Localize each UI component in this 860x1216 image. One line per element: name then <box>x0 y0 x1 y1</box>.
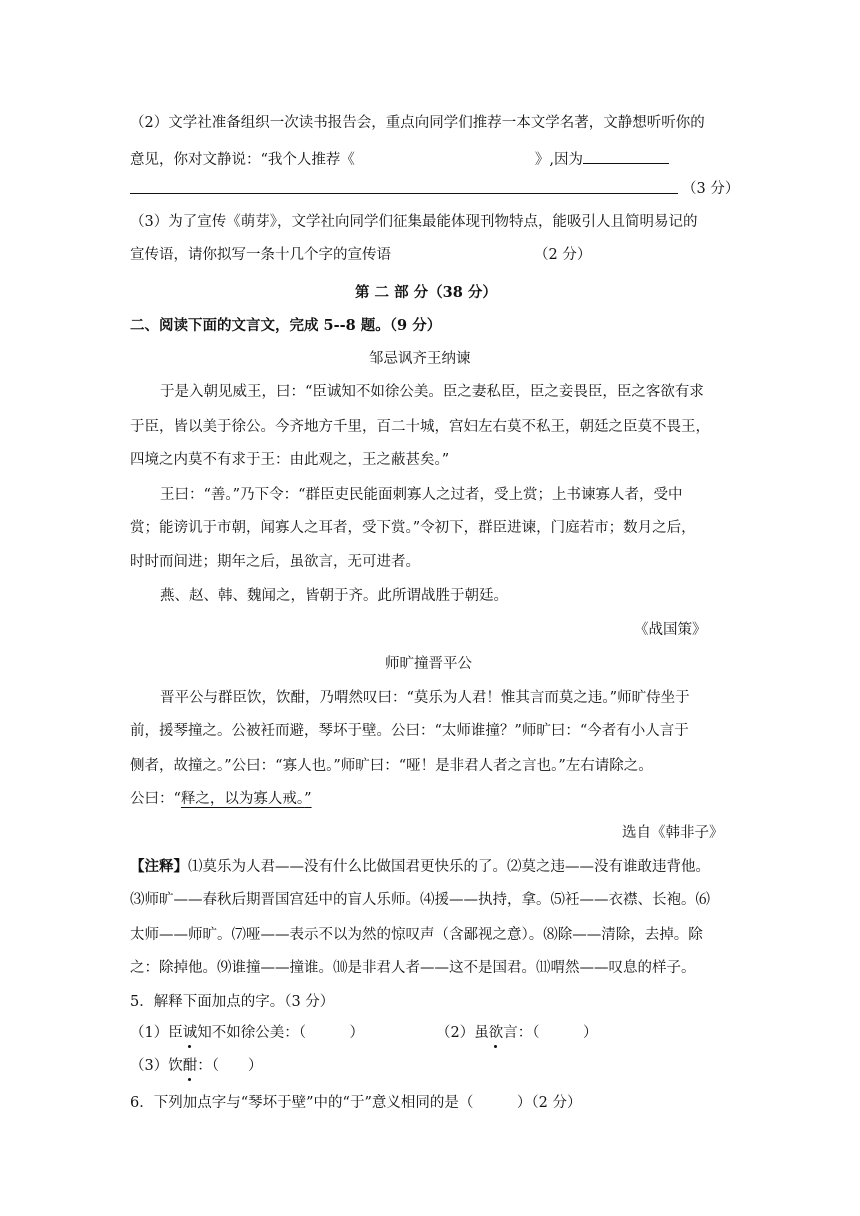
reason-blank[interactable] <box>583 148 669 164</box>
q4-3-line1: （3）为了宣传《萌芽》，文学社向同学们征集最能体现刊物特点，能吸引人且简明易记的 <box>130 214 698 230</box>
text1-line: 于臣，皆以美于徐公。今齐地方千里，百二十城，宫妇左右莫不私王，朝廷之臣莫不畏王， <box>130 419 710 435</box>
q5-title: 5．解释下面加点的字。（3 分） <box>130 994 335 1010</box>
notes-line1 <box>130 857 710 877</box>
part2-title: 第 二 部 分（38 分） <box>355 284 497 301</box>
q4-2-line1: （2）文学社准备组织一次读书报告会，重点向同学们推荐一本文学名著，文静想听听你的 <box>130 115 705 131</box>
q5-item3 <box>130 1056 262 1076</box>
text1-line: 时时而间进；期年之后，虽欲言，无可进者。 <box>130 554 420 570</box>
q5-item1-b: 知不如徐公美：（ ） <box>197 1025 364 1041</box>
notes-label: 【注释】 <box>130 858 188 875</box>
text2-last-line-b: ” <box>304 791 312 807</box>
text2-line: 前，援琴撞之。公被衽而避，琴坏于壁。公曰：“太师谁撞？”师旷曰：“今者有小人言于 <box>130 723 689 739</box>
text1-line: 赏；能谤讥于市朝，闻寡人之耳者，受下赏。”令初下，群臣进谏，门庭若市；数月之后， <box>130 520 696 536</box>
dotted-char: 诚 <box>182 1025 198 1041</box>
text1-line: 燕、赵、韩、魏闻之，皆朝于齐。此所谓战胜于朝廷。 <box>160 588 508 604</box>
text1-line: 于是入朝见威王，曰：“臣诚知不如徐公美。臣之妻私臣，臣之妾畏臣，臣之客欲有求 <box>160 384 704 400</box>
q4-2-line2 <box>130 148 669 170</box>
text2-line: 侧者，故撞之。”公曰：“寡人也。”师旷曰：“哑！是非君人者之言也。”左右请除之。 <box>130 758 653 774</box>
q5-item3-b: ：（ ） <box>197 1058 263 1074</box>
q5-item1 <box>130 1023 364 1043</box>
text1-line: 王曰：“善。”乃下令：“群臣吏民能面刺寡人之过者，受上赏；上书谏寡人者，受中 <box>160 487 683 503</box>
notes-text: ⑴莫乐为人君——没有什么比做国君更快乐的了。⑵莫之违——没有谁敢违背他。 <box>188 859 710 875</box>
q5-item3-a: （3）饮 <box>130 1058 183 1074</box>
notes-line: ⑶师旷——春秋后期晋国宫廷中的盲人乐师。⑷援——执持，拿。⑸衽——衣襟、长袍。⑹ <box>130 892 710 908</box>
q5-item2-b: 言：（ ） <box>503 1025 598 1041</box>
section2-title: 二、阅读下面的文言文，完成 5--8 题。（9 分） <box>130 317 442 334</box>
text2-title: 师旷撞晋平公 <box>385 656 472 672</box>
underlined-sentence: 释之，以为寡人戒。 <box>180 791 305 807</box>
dotted-char: 欲 <box>488 1025 504 1041</box>
notes-line: 太师——师旷。⑺哑——表示不以为然的惊叹声（含鄙视之意）。⑻除——清除，去掉。除 <box>130 927 703 943</box>
q4-2-line2-a: 意见，你对文静说：“我个人推荐《 <box>130 152 355 168</box>
dotted-char: 酣 <box>182 1058 198 1074</box>
reason-answer-line[interactable] <box>130 178 678 194</box>
text1-line: 四境之内莫不有求于王：由此观之，王之蔽甚矣。” <box>130 452 450 468</box>
text2-line: 晋平公与群臣饮，饮酣，乃喟然叹曰：“莫乐为人君！惟其言而莫之违。”师旷侍坐于 <box>160 690 690 706</box>
q5-item1-a: （1）臣 <box>130 1025 183 1041</box>
text2-last-line-a: 公曰：“ <box>130 791 181 807</box>
text2-source: 选自《韩非子》 <box>622 825 724 841</box>
q4-2-score: （3 分） <box>682 181 740 197</box>
q4-3-score: （2 分） <box>534 247 592 263</box>
notes-line: 之：除掉他。⑼谁撞——撞谁。⑽是非君人者——这不是国君。⑾喟然——叹息的样子。 <box>130 960 696 976</box>
text1-source: 《战国策》 <box>634 622 707 638</box>
text1-title: 邹忌讽齐王纳谏 <box>369 351 471 367</box>
q5-item2 <box>436 1023 597 1043</box>
q6-title: 6．下列加点字与“琴坏于壁”中的“于”意义相同的是（ ）（2 分） <box>130 1095 582 1111</box>
q4-3-line2: 宣传语，请你拟写一条十几个字的宣传语 <box>130 247 391 263</box>
q5-item2-a: （2）虽 <box>436 1025 489 1041</box>
text2-last-line <box>130 789 312 809</box>
q4-2-line2-b: 》,因为 <box>534 152 584 168</box>
